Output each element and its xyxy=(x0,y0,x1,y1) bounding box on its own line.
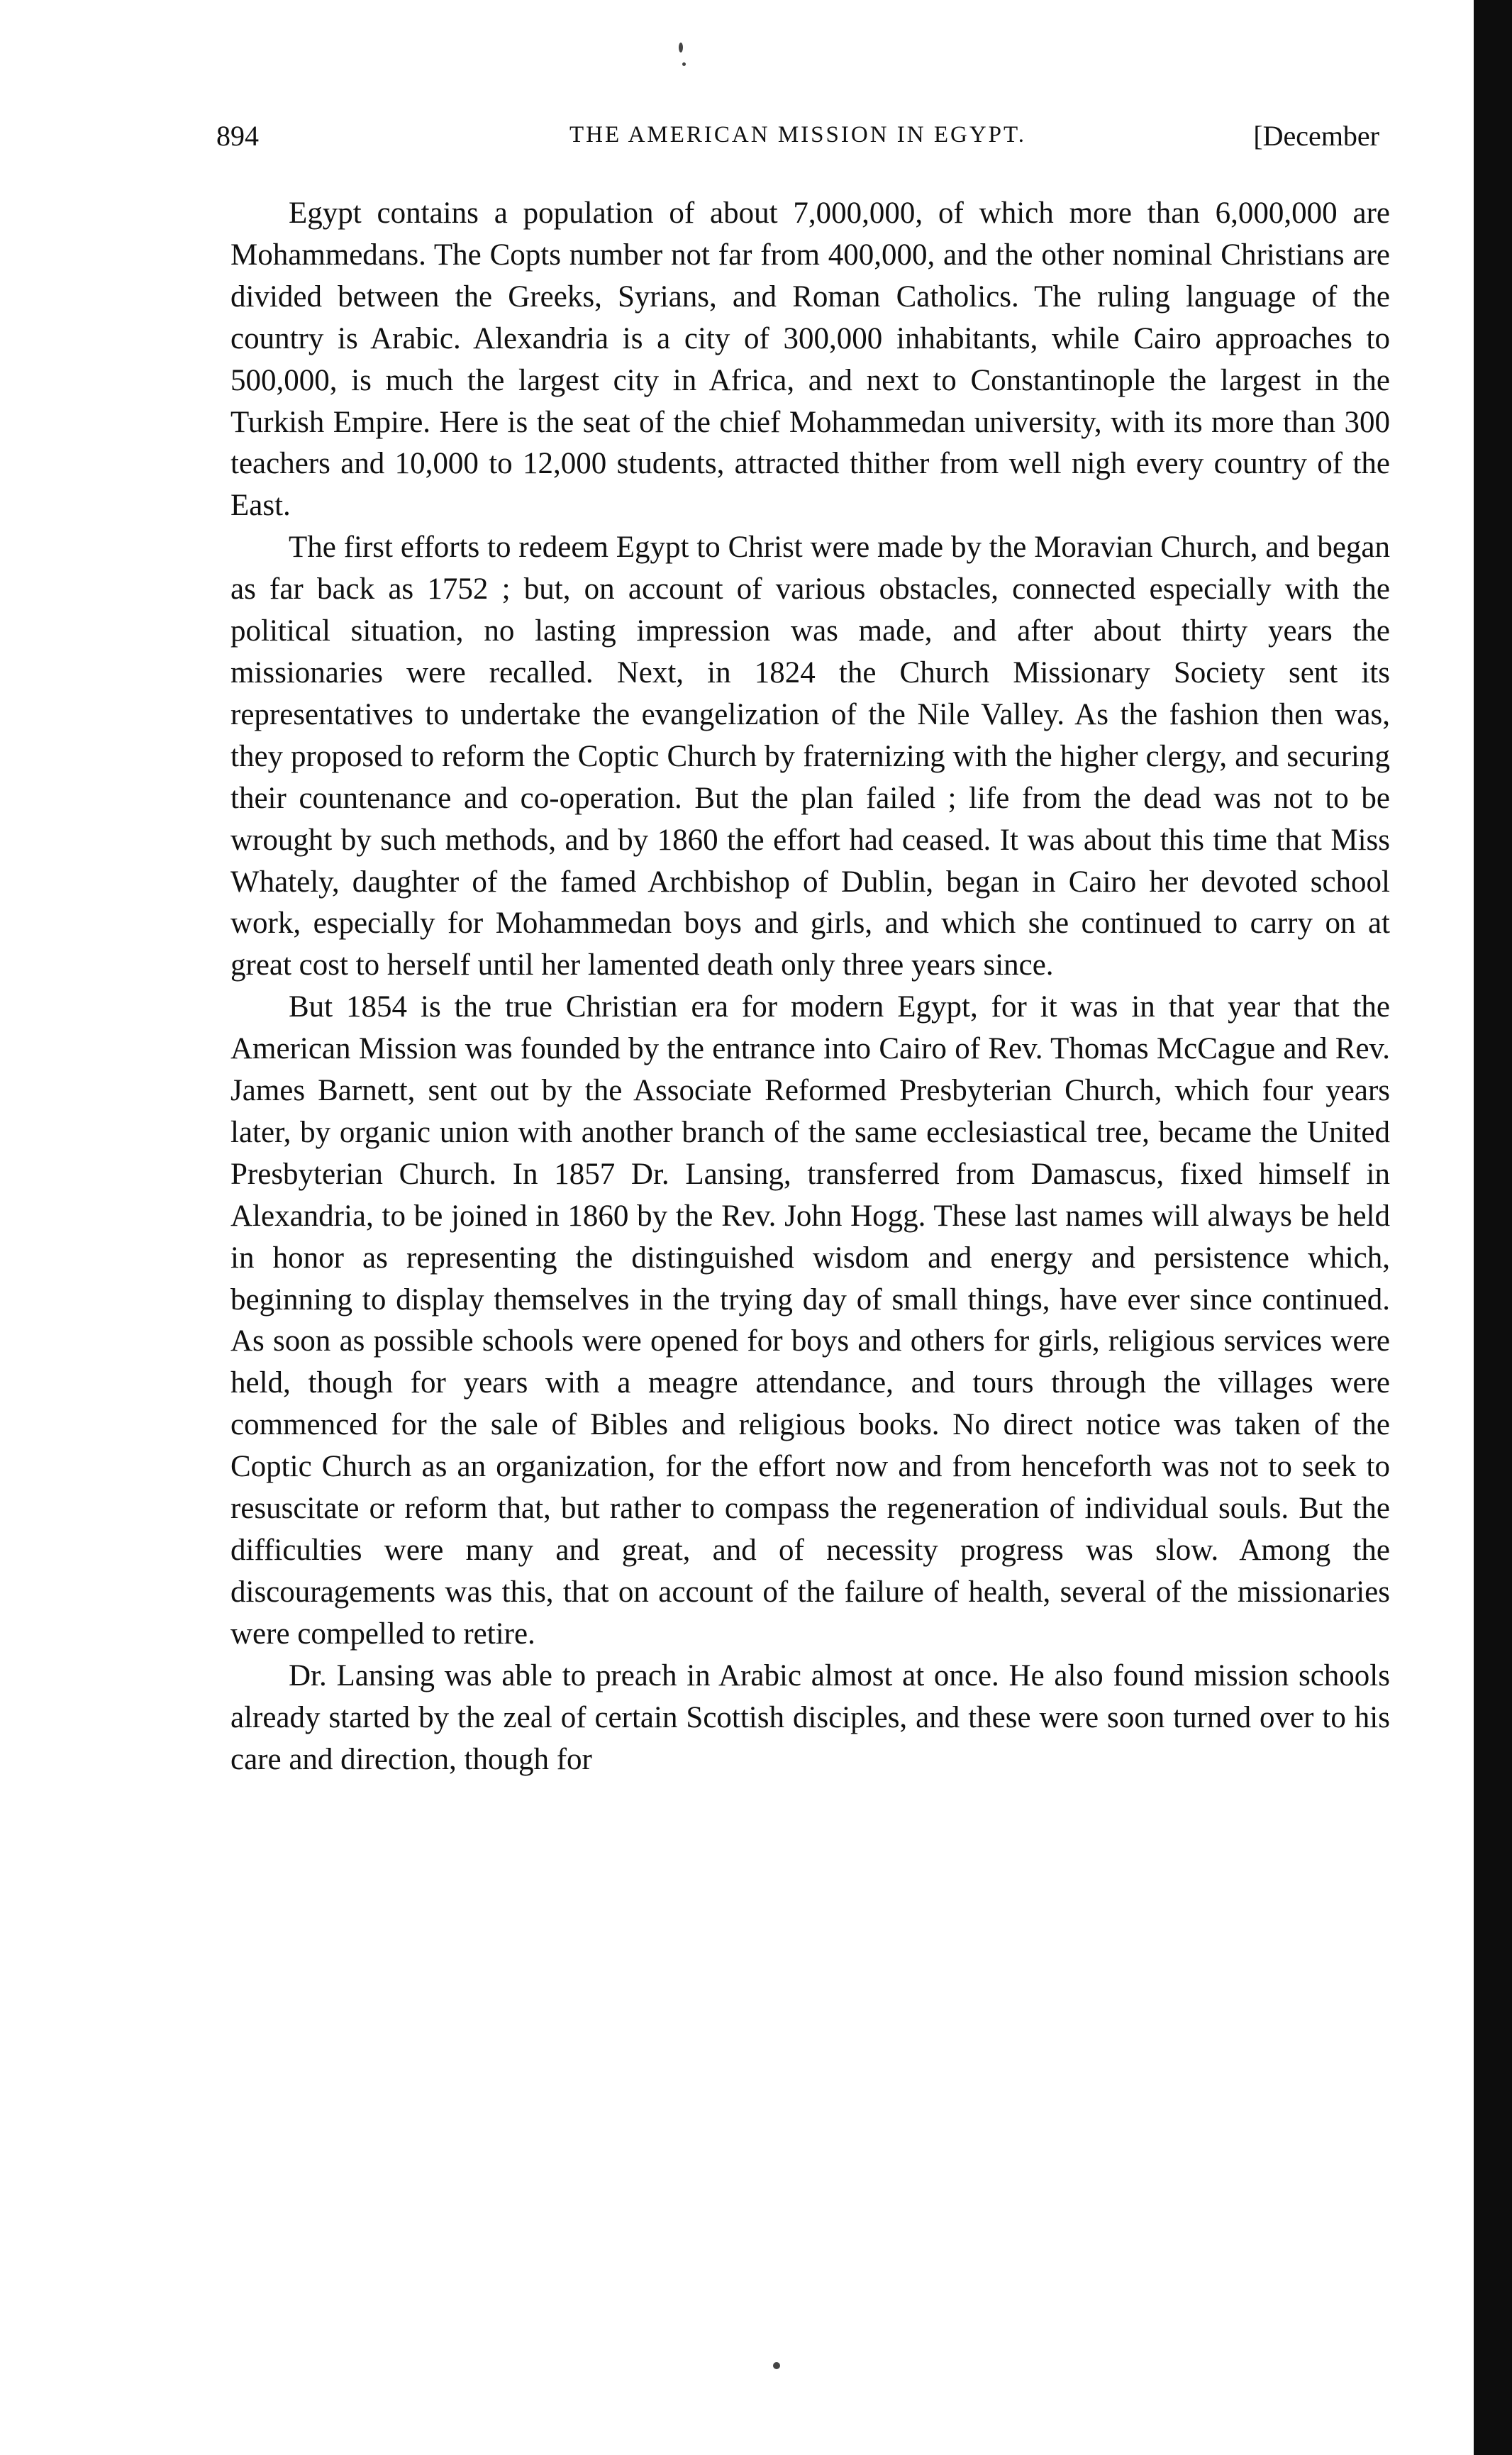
scan-page-edge xyxy=(1474,0,1512,2455)
page-number: 894 xyxy=(216,120,259,152)
paragraph: The first efforts to redeem Egypt to Christ were made by the Moravian Church, and began as far back as 1752 ; but, on account of various obstacles, connected especially with the political situation, no lasting impression was made, and after about thirty years the missionaries were recalled. Next, in 1824 the Church Missionary Society sent its representatives to undertake the evangelization of the Nile Valley. As the fashion then was, they proposed to reform the Coptic Church by fraternizing with the higher clergy, and securing their countenance and co-operation. But the plan failed ; life from the dead was not to be wrought by such methods, and by 1860 the effort had ceased. It was about this time that Miss Whately, daughter of the famed Archbishop of Dublin, began in Cairo her devoted school work, especially for Mohammedan boys and girls, and which she continued to carry on at great cost to herself until her lamented death only three years since. xyxy=(230,531,1390,982)
paragraph: Dr. Lansing was able to preach in Arabic almost at once. He also found mission schools already started by the zeal of certain Scottish disciples, and these were soon turned over to his care and direction, though for xyxy=(230,1658,1390,1776)
paragraph: Egypt contains a population of about 7,000,000, of which more than 6,000,000 are Mohammedans. The Copts number not far from 400,000, and the other nominal Christians are divided between the Greeks, Syrians, and Roman Catholics. The ruling language of the country is Arabic. Alexandria is a city of 300,000 inhabitants, while Cairo approaches to 500,000, is much the largest city in Africa, and next to Constantinople the largest in the Turkish Empire. Here is the seat of the chief Mohammedan university, with its more than 300 teachers and 10,000 to 12,000 students, attracted thither from well nigh every country of the East. xyxy=(230,196,1390,523)
paragraph: But 1854 is the true Christian era for modern Egypt, for it was in that year that the American Mission was founded by the entrance into Cairo of Rev. Thomas McCague and Rev. James Barnett, sent out by the Associate Reformed Presbyterian Church, which four years later, by organic union with another branch of the same ecclesiastical tree, became the United Presbyterian Church. In 1857 Dr. Lansing, transferred from Damascus, fixed himself in Alexandria, to be joined in 1860 by the Rev. John Hogg. These last names will always be held in honor as representing the distinguished wisdom and energy and persistence which, beginning to display themselves in the trying day of small things, have ever since continued. As soon as possible schools were opened for boys and others for girls, religious services were held, though for years with a meagre attendance, and tours through the villages were commenced for the sale of Bibles and religious books. No direct notice was taken of the Coptic Church as an organization, for the effort now and from henceforth was not to seek to resuscitate or reform that, but rather to compass the regeneration of individual souls. But the difficulties were many and great, and of necessity progress was slow. Among the discouragements was this, that on account of the failure of health, several of the missionaries were compelled to retire. xyxy=(230,990,1390,1651)
scan-speck xyxy=(682,62,686,66)
scan-speck xyxy=(679,43,683,52)
scan-speck xyxy=(773,2362,780,2369)
running-header xyxy=(216,119,1379,162)
body-text xyxy=(230,193,1390,1780)
running-title: THE AMERICAN MISSION IN EGYPT. xyxy=(569,122,1026,148)
running-date: [December xyxy=(1253,120,1379,152)
